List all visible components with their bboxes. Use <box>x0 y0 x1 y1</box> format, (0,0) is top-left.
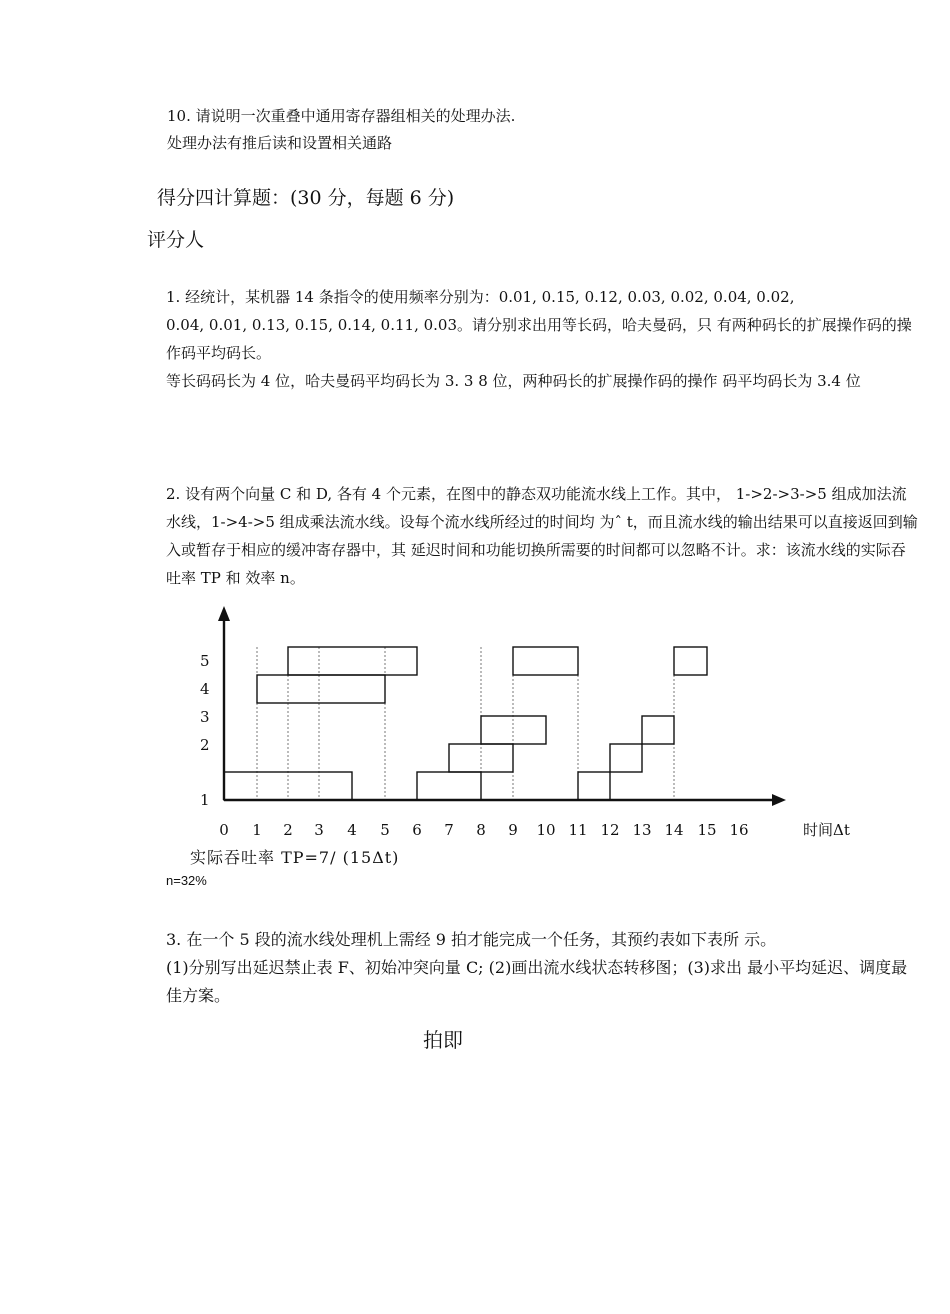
stage-segment <box>513 647 578 675</box>
x-axis-label: 时间Δt <box>803 821 850 839</box>
stage-segment <box>257 675 385 703</box>
x-tick-label: 14 <box>664 821 684 839</box>
stage-segment <box>578 772 610 800</box>
stage-segment <box>642 716 674 744</box>
question-3-line1: 3. 在一个 5 段的流水线处理机上需经 9 拍才能完成一个任务，其预约表如下表所 示。 <box>166 930 777 949</box>
stage-segment <box>610 744 642 772</box>
y-tick-label: 5 <box>200 652 210 670</box>
section-heading: 得分四计算题：(30 分，每题 6 分) <box>157 187 455 209</box>
x-tick-label: 9 <box>508 821 518 839</box>
y-tick-label: 1 <box>200 791 210 809</box>
y-tick-label: 2 <box>200 736 210 754</box>
x-tick-label: 16 <box>729 821 749 839</box>
efficiency-text: n=32% <box>166 873 207 888</box>
stage-segment <box>288 647 417 675</box>
x-tick-label: 12 <box>600 821 620 839</box>
question-1-answer: 等长码码长为 4 位，哈夫曼码平均码长为 3. 3 8 位，两种码长的扩展操作码的操作 码平均码长为 3.4 位 <box>166 372 861 390</box>
x-axis-arrow <box>772 794 786 806</box>
question-3-line2: (1)分别写出延迟禁止表 F、初始冲突向量 C; (2)画出流水线状态转移图；(3)求出 最小平均延迟、调度最佳方案。 <box>166 958 908 1005</box>
x-tick-label: 8 <box>476 821 486 839</box>
x-tick-label: 13 <box>632 821 652 839</box>
x-tick-label: 11 <box>568 821 588 839</box>
y-tick-label: 3 <box>200 708 210 726</box>
footer-text: 拍即 <box>423 1028 463 1052</box>
x-tick-label: 7 <box>444 821 454 839</box>
question-10-answer: 处理办法有推后读和设置相关通路 <box>167 134 393 152</box>
x-tick-label: 3 <box>314 821 324 839</box>
question-3 <box>166 926 918 1010</box>
question-2-text: 2. 设有两个向量 C 和 D, 各有 4 个元素，在图中的静态双功能流水线上工作。其中， 1->2->3->5 组成加法流水线，1->4->5 组成乘法流水线。设每个流水线所经过的时间均 为ˆ t，而且流水线的输出结果可以直接返回到输入或暂存于相应的缓冲寄存器中，其 延迟时间和功能切换所需要的时间都可以忽略不计。求：该流水线的实际吞吐率 TP 和 效率 n。 <box>166 485 918 587</box>
y-tick-label: 4 <box>200 680 210 698</box>
throughput-text: 实际吞吐率 TP=7/ (15Δt) <box>190 848 400 867</box>
question-10-text: 10. 请说明一次重叠中通用寄存器组相关的处理办法. <box>167 107 516 125</box>
x-tick-label: 1 <box>252 821 262 839</box>
stage-segment <box>417 772 481 800</box>
x-tick-label: 15 <box>697 821 717 839</box>
x-tick-label: 4 <box>347 821 357 839</box>
x-tick-label: 10 <box>536 821 556 839</box>
question-1-line1: 1. 经统计，某机器 14 条指令的使用频率分别为：0.01, 0.15, 0.12, 0.03, 0.02, 0.04, 0.02, <box>166 288 795 306</box>
stage-segment <box>674 647 707 675</box>
question-1-line2: 0.04, 0.01, 0.13, 0.15, 0.14, 0.11, 0.03。请分别求出用等长码，哈夫曼码，只 有两种码长的扩展操作码的操作码平均码长。 <box>166 316 912 362</box>
x-tick-label: 6 <box>412 821 422 839</box>
grader-label: 评分人 <box>147 229 205 251</box>
y-axis-arrow <box>218 606 230 621</box>
x-tick-label: 5 <box>380 821 390 839</box>
x-tick-label: 2 <box>283 821 293 839</box>
x-tick-label: 0 <box>219 821 229 839</box>
